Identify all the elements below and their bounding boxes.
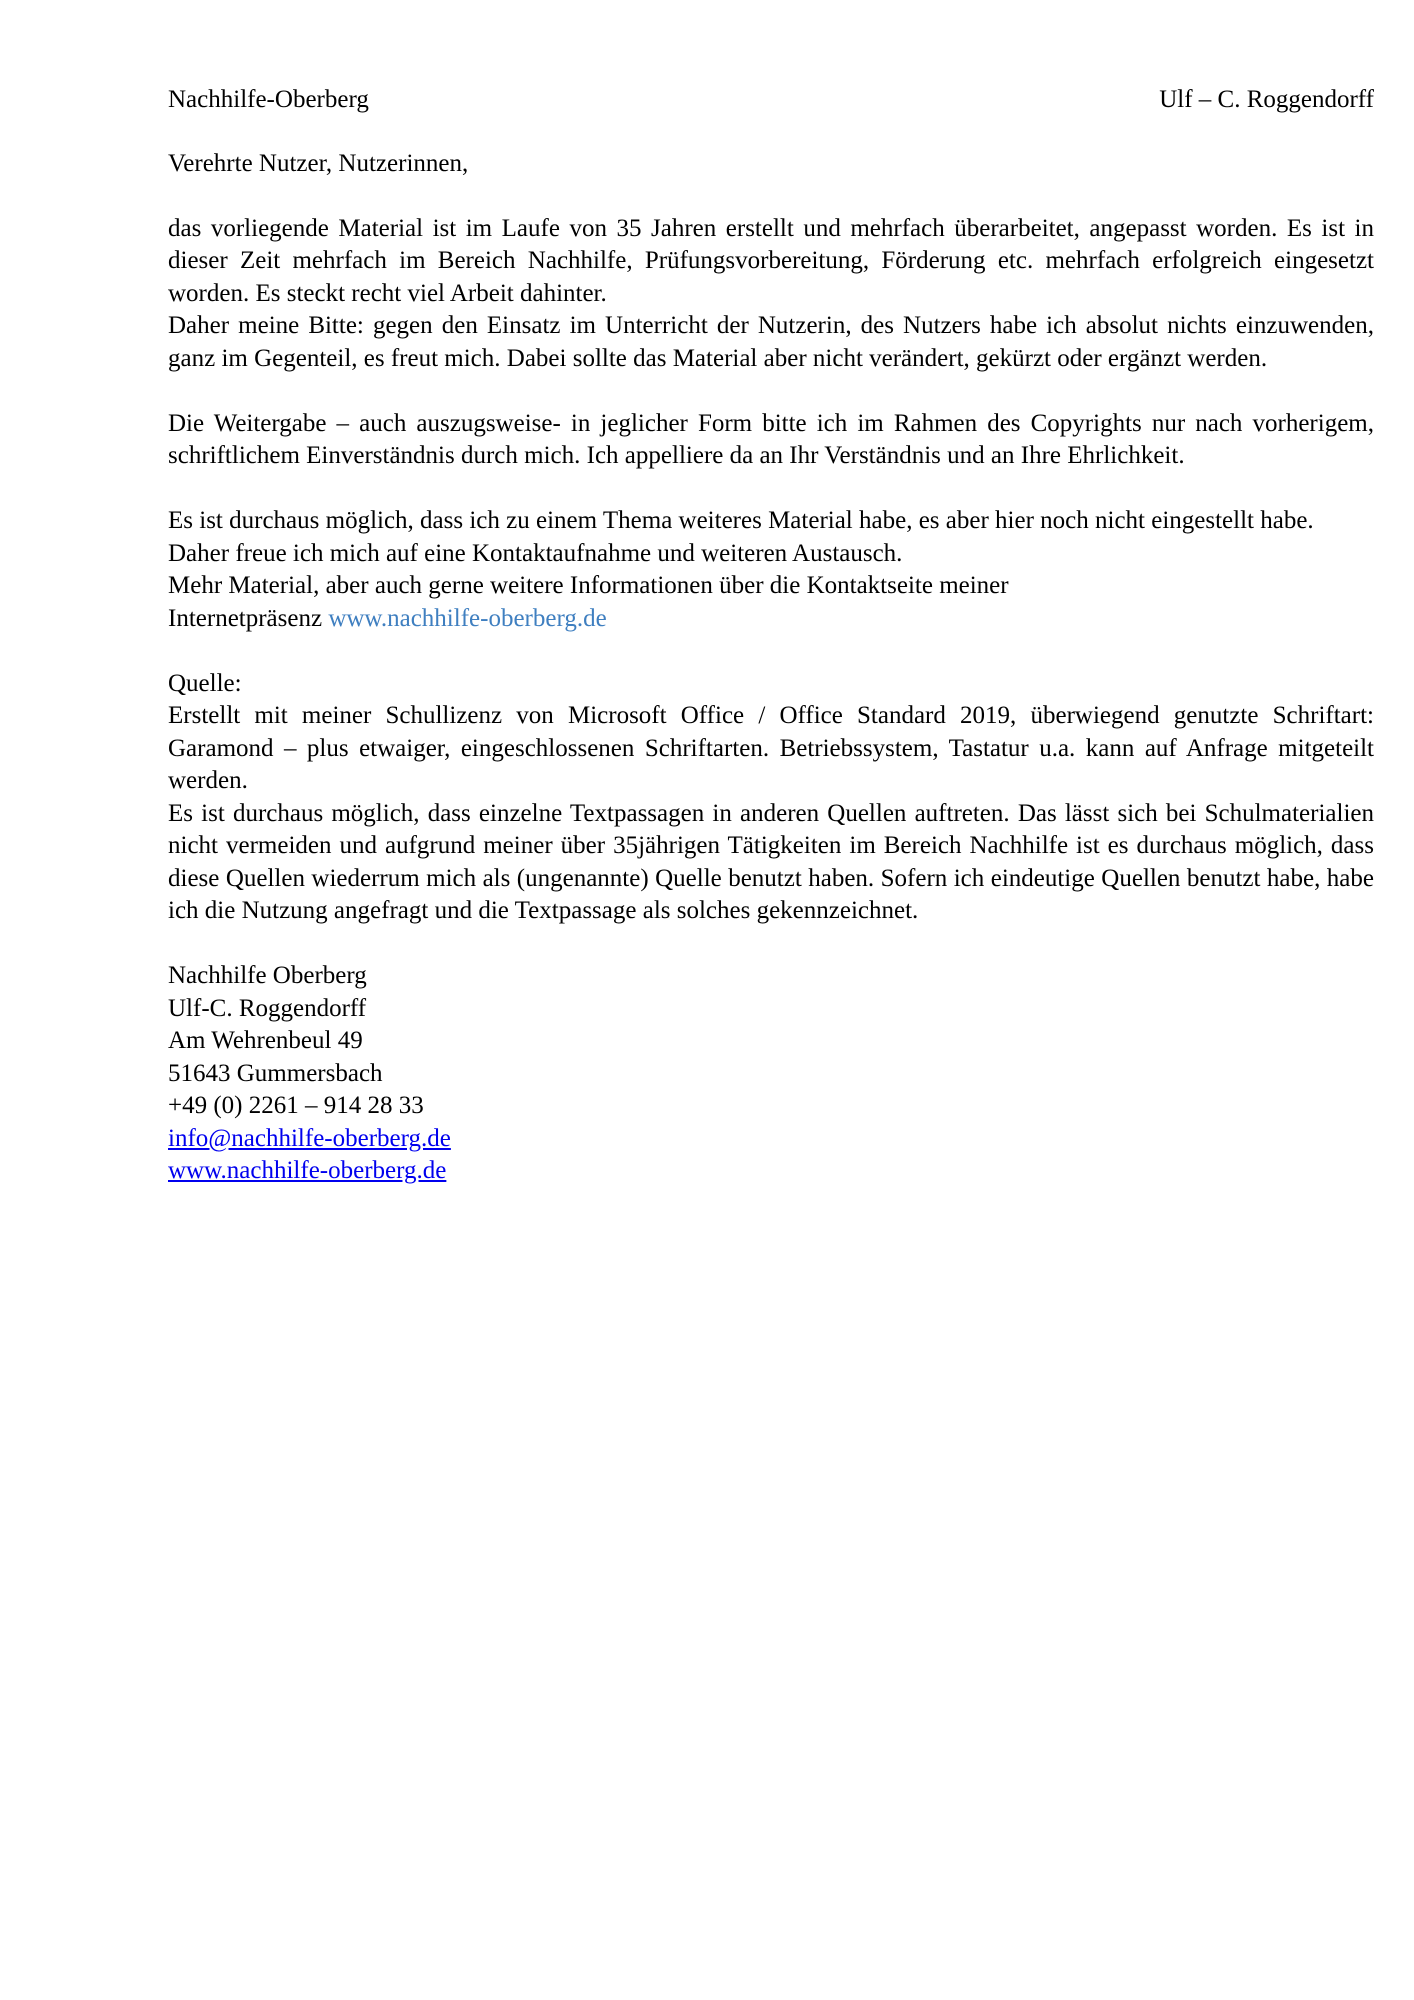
contact-block [168, 960, 1374, 1188]
contact-name: Nachhilfe Oberberg [168, 962, 367, 989]
source-heading: Quelle: [168, 669, 242, 697]
spacer [168, 375, 1374, 408]
page-header [168, 84, 1374, 117]
more-material-paragraph: Es ist durchaus möglich, dass ich zu einem Thema weiteres Material habe, es aber hier noch nicht eingestellt habe. Daher freue ich mich auf eine Kontaktaufnahme und weiteren Austausch. [168, 507, 1314, 567]
internet-presence-label: Internetpräsenz [168, 604, 329, 632]
internet-presence-line [168, 603, 1374, 636]
copyright-paragraph: Die Weitergabe – auch auszugsweise- in jeglicher Form bitte ich im Rahmen des Copyrights nur nach vorherigem, schriftlichem Einverständnis durch mich. Ich appelliere da an Ihr Verständnis und an Ihre Ehrlichkeit. [168, 409, 1374, 469]
website-text[interactable]: www.nachhilfe-oberberg.de [328, 604, 607, 632]
contact-phone: +49 (0) 2261 – 914 28 33 [168, 1092, 424, 1119]
website-link[interactable]: www.nachhilfe-oberberg.de [168, 1157, 447, 1184]
source-paragraph: Erstellt mit meiner Schullizenz von Microsoft Office / Office Standard 2019, überwiegend genutzte Schriftart: Garamond – plus etwaiger, eingeschlossenen Schriftarten. Betriebssystem, Tastatur u.a. kann auf Anfrage mitgeteilt werden. [168, 702, 1374, 794]
spacer [168, 180, 1374, 213]
spacer [168, 635, 1374, 668]
contact-street: Am Wehrenbeul 49 [168, 1027, 363, 1054]
source-paragraph-2: Es ist durchaus möglich, dass einzelne Textpassagen in anderen Quellen auftreten. Das lässt sich bei Schulmaterialien nicht vermeiden und aufgrund meiner über 35jährigen Tätigkeiten im Bereich Nachhilfe ist es durchaus möglich, dass diese Quellen wiederrum mich als (ungenannte) Quelle benutzt haben. Sofern ich eindeutige Quellen benutzt habe, habe ich die Nutzung angefragt und die Textpassage als solches gekennzeichnet. [168, 799, 1374, 924]
intro-paragraph: das vorliegende Material ist im Laufe von 35 Jahren erstellt und mehrfach überarbeitet, angepasst worden. Es ist in dieser Zeit mehrfach im Bereich Nachhilfe, Prüfungsvorbereitung, Förderung etc. mehrfach erfolgreich eingesetzt worden. Es steckt recht viel Arbeit dahinter. [168, 214, 1374, 307]
email-link[interactable]: info@nachhilfe-oberberg.de [168, 1124, 451, 1152]
contact-city: 51643 Gummersbach [168, 1059, 383, 1087]
letter-body [168, 84, 1374, 1188]
contact-page-line: Mehr Material, aber auch gerne weitere Informationen über die Kontaktseite meiner [168, 572, 1009, 599]
header-organization: Nachhilfe-Oberberg [168, 86, 369, 113]
header-author: Ulf – C. Roggendorff [1159, 86, 1374, 113]
contact-person: Ulf-C. Roggendorff [168, 994, 367, 1022]
salutation: Verehrte Nutzer, Nutzerinnen, [168, 149, 469, 177]
request-paragraph: Daher meine Bitte: gegen den Einsatz im Unterricht der Nutzerin, des Nutzers habe ich absolut nichts einzuwenden, ganz im Gegenteil, es freut mich. Dabei sollte das Material aber nicht verändert, gekürzt oder ergänzt werden. [168, 312, 1374, 372]
spacer [168, 928, 1374, 961]
spacer [168, 473, 1374, 506]
